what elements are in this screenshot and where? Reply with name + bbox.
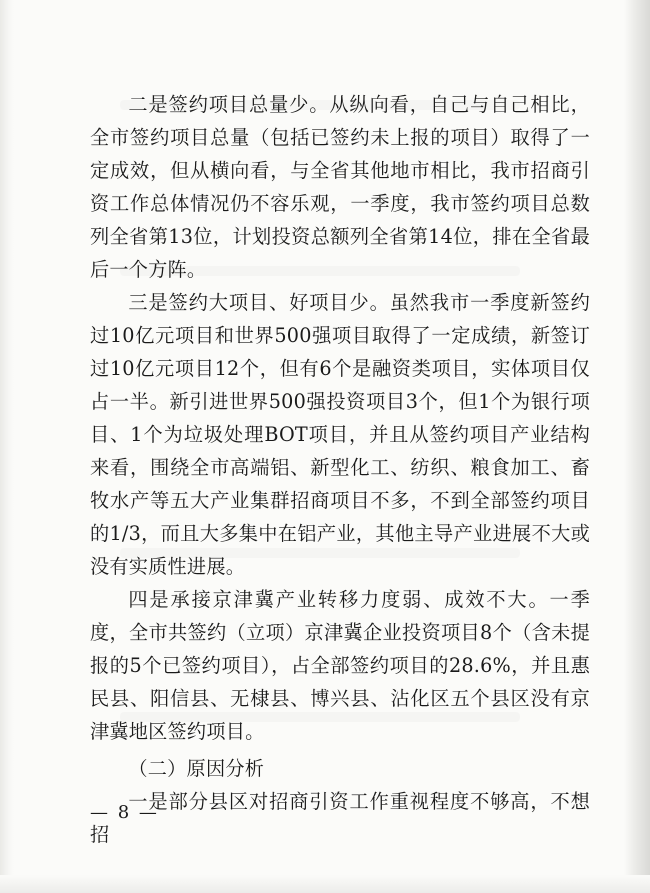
scan-left-edge xyxy=(0,0,14,893)
scan-right-edge xyxy=(624,0,650,893)
paragraph-signed-project-count: 二是签约项目总量少。从纵向看，自己与自己相比，全市签约项目总量（包括已签约未上报的项目）取得了一定成效，但从横向看，与全省其他地市相比，我市招商引资工作总体情况仍不容乐观，一季度，我市签约项目总数列全省第13位，计划投资总额列全省第14位，排在全省最后一个方阵。 xyxy=(90,93,590,281)
paragraph-large-projects: 三是签约大项目、好项目少。虽然我市一季度新签约过10亿元项目和世界500强项目取得了一定成绩，新签订过10亿元项目12个，但有6个是融资类项目，实体项目仅占一半。新引进世界500强投资项目3个，但1个为银行项目、1个为垃圾处理BOT项目，并且从签约项目产业结构来看，围绕全市高端铝、新型化工、纺织、粮食加工、畜牧水产等五大产业集群招商项目不多，不到全部签约项目的1/3，而且大多集中在铝产业，其他主导产业进展不大或没有实质性进展。 xyxy=(90,291,590,578)
document-body xyxy=(90,88,590,851)
paragraph-jingjinji-transfer: 四是承接京津冀产业转移力度弱、成效不大。一季度，全市共签约（立项）京津冀企业投资项目8个（含未提报的5个已签约项目），占全部签约项目的28.6%，并且惠民县、阳信县、无棣县、博兴县、沾化区五个县区没有京津冀地区签约项目。 xyxy=(90,588,590,743)
page-number: — 8 — xyxy=(90,802,159,823)
paragraph-reason-1: 一是部分县区对招商引资工作重视程度不够高，不想招 xyxy=(90,790,590,846)
section-heading: （二）原因分析 xyxy=(128,757,265,780)
scan-bottom-edge xyxy=(0,875,650,893)
